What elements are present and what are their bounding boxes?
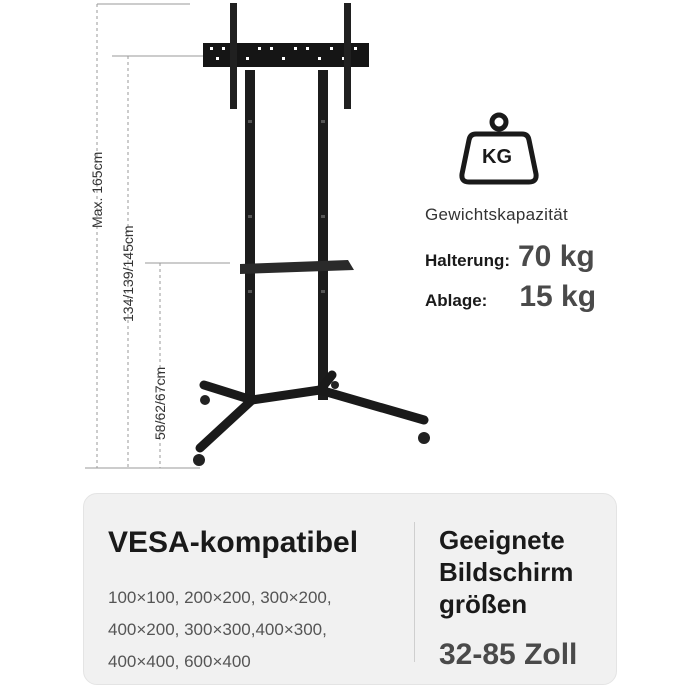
shelf-height-label: 58/62/67cm [152, 366, 168, 440]
max-height-label: Max. 165cm [89, 151, 105, 228]
screen-size-title-line: Geeignete [439, 525, 565, 555]
tv-stand-illustration [180, 0, 450, 480]
mount-capacity-value: 70 kg [518, 240, 595, 273]
vesa-title: VESA-kompatibel [108, 526, 359, 559]
vesa-sizes-line: 400×200, 300×300,400×300, [108, 620, 327, 639]
screen-size-title-line: größen [439, 589, 528, 619]
vesa-sizes-line: 100×100, 200×200, 300×200, [108, 588, 332, 607]
card-divider [414, 522, 415, 662]
specs-card [83, 493, 617, 685]
kg-icon-text: KG [482, 146, 512, 168]
shelf-capacity-label: Ablage: [425, 291, 488, 310]
mount-height-label: 134/139/145cm [120, 225, 136, 322]
mount-capacity-row [425, 240, 595, 274]
vesa-sizes-line: 400×400, 600×400 [108, 652, 251, 671]
shelf-capacity-value: 15 kg [519, 280, 597, 313]
right-mount-arm [344, 3, 351, 109]
shelf-capacity-row [425, 280, 596, 314]
mount-capacity-label: Halterung: [425, 251, 510, 270]
shelf [240, 260, 354, 274]
screen-size-title-line: Bildschirm [439, 557, 574, 587]
left-mount-arm [230, 3, 237, 109]
right-pole [318, 70, 328, 400]
left-pole [245, 70, 255, 400]
screen-size-title [439, 524, 609, 620]
capacity-title: Gewichtskapazität [425, 205, 569, 224]
screen-size-range: 32-85 Zoll [439, 638, 578, 671]
vesa-sizes-list [108, 582, 408, 678]
